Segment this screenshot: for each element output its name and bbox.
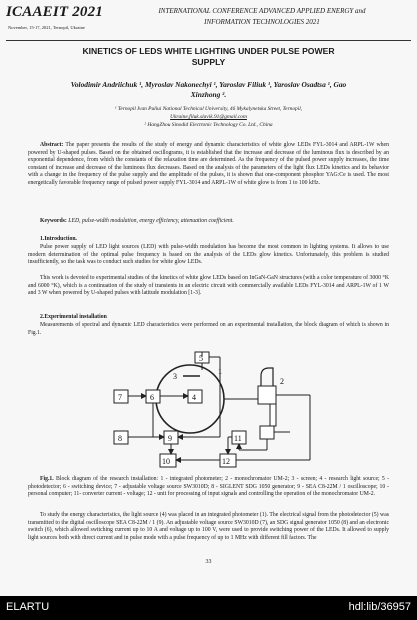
affiliations	[24, 106, 393, 129]
figure-caption-text: Block diagram of the research installation: 1 - integrated photometer; 2 - monochromator UM-2; 3 - screen; 4 - research light source; 5 - photodetector; 6 - switching device; 7 - adjustable voltage source SW3010D; 8 - SIGLENT SDG 1050 generator; 9 - SEA C8-22M / 1 oscilloscope; 10 - personal computer; 11- converter current - voltage; 12 - unit for processing of input signals and controlling the operation of the monochromator UM-2.	[28, 476, 389, 498]
fig-label-4: 4	[192, 393, 196, 402]
abstract	[28, 142, 389, 188]
footer-left-label[interactable]: ELARTU	[6, 601, 50, 613]
logo-subtitle: November, 15-17, 2021, Ternopil, Ukraine	[8, 25, 85, 30]
fig-label-7: 7	[118, 393, 122, 402]
keywords-label: Keywords:	[40, 218, 67, 224]
fig-label-8: 8	[118, 434, 122, 443]
conference-logo	[6, 4, 106, 38]
authors-line-2: Xinzhong ².	[190, 90, 227, 99]
logo-title: ICAAEIT 2021	[6, 4, 104, 20]
authors-line-1: Volodimir Andriichuk ¹, Myroslav Nakonechyi ¹, Yaroslav Filiuk ¹, Yaroslav Osadtsa ¹, Gao	[70, 80, 347, 89]
conference-header	[6, 4, 411, 38]
paper-title	[30, 46, 387, 68]
repository-footer	[0, 596, 417, 620]
header-divider	[6, 40, 411, 41]
affiliation-email[interactable]: Ukraine,filuk.slavik.91@gmail.com	[170, 113, 247, 120]
affiliation-1: ¹ Ternopil Ivan Puliui National Technical University, 46 Mykalynetska Street, Ternopil,	[114, 106, 303, 112]
figure-label: Fig.1.	[40, 476, 54, 482]
block-diagram-figure	[110, 346, 330, 472]
abstract-label: Abstract:	[40, 142, 64, 148]
footer-handle[interactable]: hdl:lib/36957	[348, 601, 411, 613]
section-1-heading: 1.Introduction.	[40, 236, 77, 242]
fig-label-3: 3	[173, 372, 177, 381]
fig-label-2: 2	[280, 377, 284, 386]
section-1-paragraph-2: This work is devoted to experimental studies of the kinetics of white glow LEDs based on InGaN-GaN structures (with a color temperature of 3000 °K and 6000 °K), which is a continuation of the study of transients in an electric circuit with commercially available LEDs FYL-3014 and ARPL-1W of 1 W and 3 W when powered by U-shaped pulses with latitude modulation [1-3].	[28, 275, 389, 297]
fig-label-5: 5	[199, 354, 203, 363]
fig-label-1: 1	[218, 367, 222, 376]
authors	[24, 80, 393, 100]
title-line-2: SUPPLY	[191, 57, 226, 67]
section-1-paragraph-1: Pulse power supply of LED light sources (LED) with pulse-width modulation has become the most common in lighting systems. It allows to use modern determination of the optimal pulse frequency is based on the analysis of the LEDs glow kinetics. Unfortunately, this problem is studied insufficiently, so the task was to conduct such studies for white glow LEDs.	[28, 244, 389, 266]
fig-label-12: 12	[222, 457, 230, 466]
fig-label-6: 6	[150, 393, 154, 402]
conference-line-2: INFORMATION TECHNOLOGIES 2021	[204, 18, 320, 26]
section-2-heading: 2.Experimental installation	[40, 314, 107, 320]
figure-caption	[28, 476, 389, 499]
keywords	[28, 218, 389, 226]
fig-label-9: 9	[168, 434, 172, 443]
section-2-paragraph-2: To study the energy characteristics, the light source (4) was placed in an integrated photometer (1). The electrical signal from the photodetector (5) was transmitted to the digital oscilloscope SEA C8-22M / 1 (9). An adjustable voltage source SW3010D (7), an SDG signal generator 1050 (8) and an electronic switch (6), which allowed switching current up to 10 A and voltage up to 100 V, were used to provide switching power of the LEDs. It allowed to supply light sources both with direct current and in pulse mode with a pulse frequency of up to 1 MHz with different fill factors. The	[28, 512, 389, 541]
abstract-text: The paper presents the results of the study of energy and dynamic characteristics of white glow LEDs FYL-3014 and ARPL-1W when powered by U-shaped pulses. Based on the obtained oscillograms, it is established that the increase and decrease of the luminous flux is described by an exponential dependence, from which the constants of the relaxation time are determined. As the frequency of the pulsed power supply increases, the time constant of increase and decrease of the luminous flux decreases. Based on the analysis of the parameters of the light flux LEDs kinetics and its behavior with a change in the frequency of the pulse supply and the amplitude of the pulses, it is shown that one-component phosphor YAG:Ce is used. The most energetically favorable frequency range of pulsed power supply FYL-3014 and ARPL-1W of white glow is from 1 to 100 kHz.	[28, 142, 389, 186]
keywords-text: LED, pulse-width modulation, energy efficiency, attenuation coefficient.	[66, 218, 234, 224]
monochromator-2	[258, 386, 276, 404]
title-line-1: KINETICS OF LEDS WHITE LIGHTING UNDER PULSE POWER	[82, 46, 335, 56]
conference-line-1: INTERNATIONAL CONFERENCE ADVANCED APPLIED ENERGY and	[158, 7, 366, 15]
page-number: 33	[205, 559, 212, 565]
fig-label-10: 10	[162, 457, 170, 466]
conference-name	[114, 6, 410, 28]
fig-label-11: 11	[234, 434, 242, 443]
affiliation-2: ² HangZhou Sinodid Electronic Technology Co. Ltd., China	[144, 121, 273, 128]
section-2-paragraph-1: Measurements of spectral and dynamic LED characteristics were performed on an experimental installation, the block diagram of which is shown in Fig.1.	[28, 322, 389, 336]
